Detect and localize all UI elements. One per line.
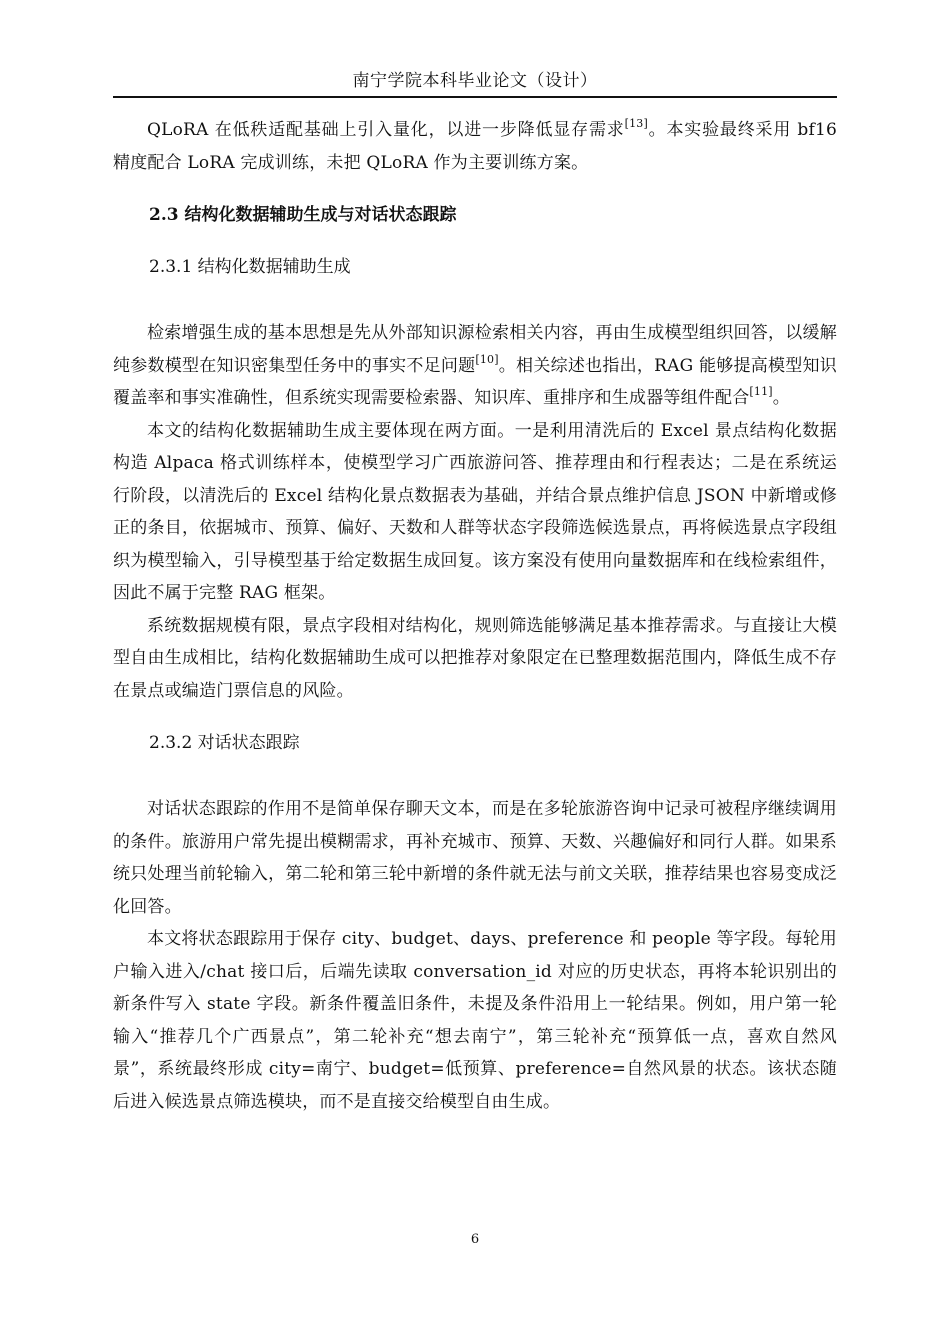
citation-10: [10]: [475, 352, 499, 366]
citation-13: [13]: [624, 117, 648, 130]
paper-page: [113, 0, 837, 1344]
subsection-heading-2-3-2: 2.3.2 对话状态跟踪: [149, 733, 300, 753]
intro-text-2: 。本实验最终采用 bf16 精度配合 LoRA 完成训练，未把 QLoRA 作为主要训练方案。: [113, 120, 837, 173]
state-fields-paragraph: 本文将状态跟踪用于保存 city、budget、days、preference 和 people 等字段。每轮用户输入进入/chat 接口后，后端先读取 conversation_id 对应的历史状态，再将本轮识别出的新条件写入 state 字段。新条件覆盖旧条件，未提及条件沿用上一轮结果。例如，用户第一轮输入“推荐几个广西景点”，第二轮补充“想去南宁”，第三轮补充“预算低一点，喜欢自然风景”，系统最终形成 city=南宁、budget=低预算、preference=自然风景的状态。该状态随后进入候选景点筛选模块，而不是直接交给模型自由生成。: [113, 929, 837, 1112]
rag-text-3: 。: [772, 388, 790, 408]
structured-data-paragraph: 本文的结构化数据辅助生成主要体现在两方面。一是利用清洗后的 Excel 景点结构化数据构造 Alpaca 格式训练样本，使模型学习广西旅游问答、推荐理由和行程表达；二是在系统运行阶段，以清洗后的 Excel 结构化景点数据表为基础，并结合景点维护信息 JSON 中新增或修正的条目，依据城市、预算、偏好、天数和人群等状态字段筛选候选景点，再将候选景点字段组织为模型输入，引导模型基于给定数据生成回复。该方案没有使用向量数据库和在线检索组件，因此不属于完整 RAG 框架。: [113, 420, 837, 603]
intro-text-1: QLoRA 在低秩适配基础上引入量化，以进一步降低显存需求: [147, 120, 625, 140]
page-number: 6: [470, 1232, 480, 1247]
citation-11: [11]: [749, 385, 773, 398]
running-header: 南宁学院本科毕业论文（设计）: [352, 71, 598, 91]
dst-paragraph: 对话状态跟踪的作用不是简单保存聊天文本，而是在多轮旅游咨询中记录可被程序继续调用的条件。旅游用户常先提出模糊需求，再补充城市、预算、天数、兴趣偏好和同行人群。如果系统只处理当前轮输入，第二轮和第三轮中新增的条件就无法与前文关联，推荐结果也容易变成泛化回答。: [113, 799, 837, 917]
section-heading-2-3: 2.3 结构化数据辅助生成与对话状态跟踪: [149, 205, 457, 225]
rule-filter-paragraph: 系统数据规模有限，景点字段相对结构化，规则筛选能够满足基本推荐需求。与直接让大模型自由生成相比，结构化数据辅助生成可以把推荐对象限定在已整理数据范围内，降低生成不存在景点或编造门票信息的风险。: [113, 615, 837, 701]
header-divider: [113, 96, 837, 98]
rag-text-2: 。相关综述也指出，RAG 能够提高模型知识覆盖率和事实准确性，但系统实现需要检索器、知识库、重排序和生成器等组件配合: [113, 355, 837, 408]
intro-paragraph: [113, 114, 837, 179]
rag-paragraph: [113, 317, 837, 415]
rag-text-1: 检索增强生成的基本思想是先从外部知识源检索相关内容，再由生成模型组织回答，以缓解纯参数模型在知识密集型任务中的事实不足问题: [113, 323, 837, 376]
page-body: [113, 114, 837, 1118]
subsection-heading-2-3-1: 2.3.1 结构化数据辅助生成: [149, 257, 351, 277]
